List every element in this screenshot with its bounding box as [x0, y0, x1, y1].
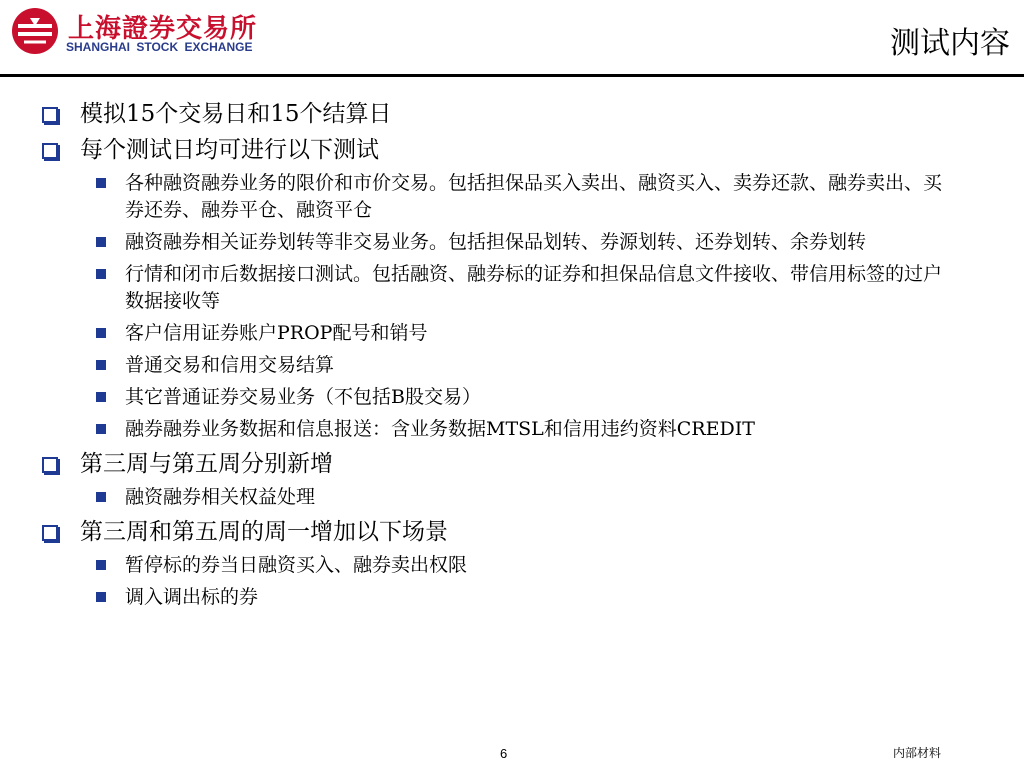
- filled-square-bullet-icon: [96, 178, 106, 188]
- footer-label: 内部材料: [893, 746, 942, 760]
- filled-square-bullet-icon: [96, 560, 106, 570]
- filled-square-bullet-icon: [96, 328, 106, 338]
- page-number: 6: [500, 746, 508, 761]
- slide-header: [0, 0, 1024, 78]
- sse-emblem-icon: [10, 6, 60, 56]
- hollow-square-bullet-icon: [42, 143, 58, 159]
- filled-square-bullet-icon: [96, 392, 106, 402]
- bullet-level2: [40, 482, 945, 514]
- header-divider: [0, 74, 1024, 77]
- bullet-level2-text: 普通交易和信用交易结算: [125, 354, 335, 376]
- bullet-level2: [40, 259, 945, 318]
- bullet-level2: [40, 582, 945, 614]
- bullet-level2-text: 客户信用证券账户PROP配号和销号: [125, 322, 428, 344]
- bullet-level1: [40, 514, 1000, 550]
- sub-bullet-list: [40, 550, 1000, 614]
- bullet-level2-text: 调入调出标的券: [125, 586, 259, 608]
- bullet-level2-text: 融资融券相关权益处理: [125, 486, 316, 508]
- bullet-level1-text: 第三周和第五周的周一增加以下场景: [80, 519, 448, 545]
- bullet-level2-text: 融券融券业务数据和信息报送：含业务数据MTSL和信用违约资料CREDIT: [125, 418, 755, 440]
- bullet-level2: [40, 168, 945, 227]
- bullet-level2: [40, 414, 945, 446]
- slide-content: [40, 96, 1000, 614]
- bullet-level1: [40, 96, 1000, 132]
- filled-square-bullet-icon: [96, 492, 106, 502]
- logo-english-text: SHANGHAI STOCK EXCHANGE: [66, 40, 253, 54]
- logo-chinese-text: 上海證券交易所: [68, 14, 258, 44]
- hollow-square-bullet-icon: [42, 107, 58, 123]
- filled-square-bullet-icon: [96, 360, 106, 370]
- bullet-level2-text: 融资融券相关证券划转等非交易业务。包括担保品划转、券源划转、还券划转、余券划转: [125, 231, 867, 253]
- bullet-level2-text: 暂停标的券当日融资买入、融券卖出权限: [125, 554, 468, 576]
- hollow-square-bullet-icon: [42, 457, 58, 473]
- sub-bullet-list: [40, 168, 1000, 446]
- bullet-level1-text: 第三周与第五周分别新增: [80, 451, 333, 477]
- bullet-level1-text: 模拟15个交易日和15个结算日: [80, 101, 392, 127]
- bullet-level2: [40, 318, 945, 350]
- bullet-level2: [40, 350, 945, 382]
- bullet-level2-text: 其它普通证券交易业务（不包括B股交易）: [125, 386, 481, 408]
- bullet-level1-text: 每个测试日均可进行以下测试: [80, 137, 379, 163]
- bullet-level1: [40, 446, 1000, 482]
- filled-square-bullet-icon: [96, 237, 106, 247]
- bullet-level2: [40, 227, 945, 259]
- page-title: 测试内容: [890, 26, 1010, 61]
- sse-logo: [10, 4, 270, 60]
- bullet-level2: [40, 550, 945, 582]
- hollow-square-bullet-icon: [42, 525, 58, 541]
- bullet-level2-text: 行情和闭市后数据接口测试。包括融资、融券标的证券和担保品信息文件接收、带信用标签的过户数据接收等: [125, 263, 943, 312]
- filled-square-bullet-icon: [96, 592, 106, 602]
- filled-square-bullet-icon: [96, 424, 106, 434]
- bullet-level1: [40, 132, 1000, 168]
- sub-bullet-list: [40, 482, 1000, 514]
- bullet-level2: [40, 382, 945, 414]
- bullet-level2-text: 各种融资融券业务的限价和市价交易。包括担保品买入卖出、融资买入、卖券还款、融券卖出、买券还券、融券平仓、融资平仓: [125, 172, 943, 221]
- filled-square-bullet-icon: [96, 269, 106, 279]
